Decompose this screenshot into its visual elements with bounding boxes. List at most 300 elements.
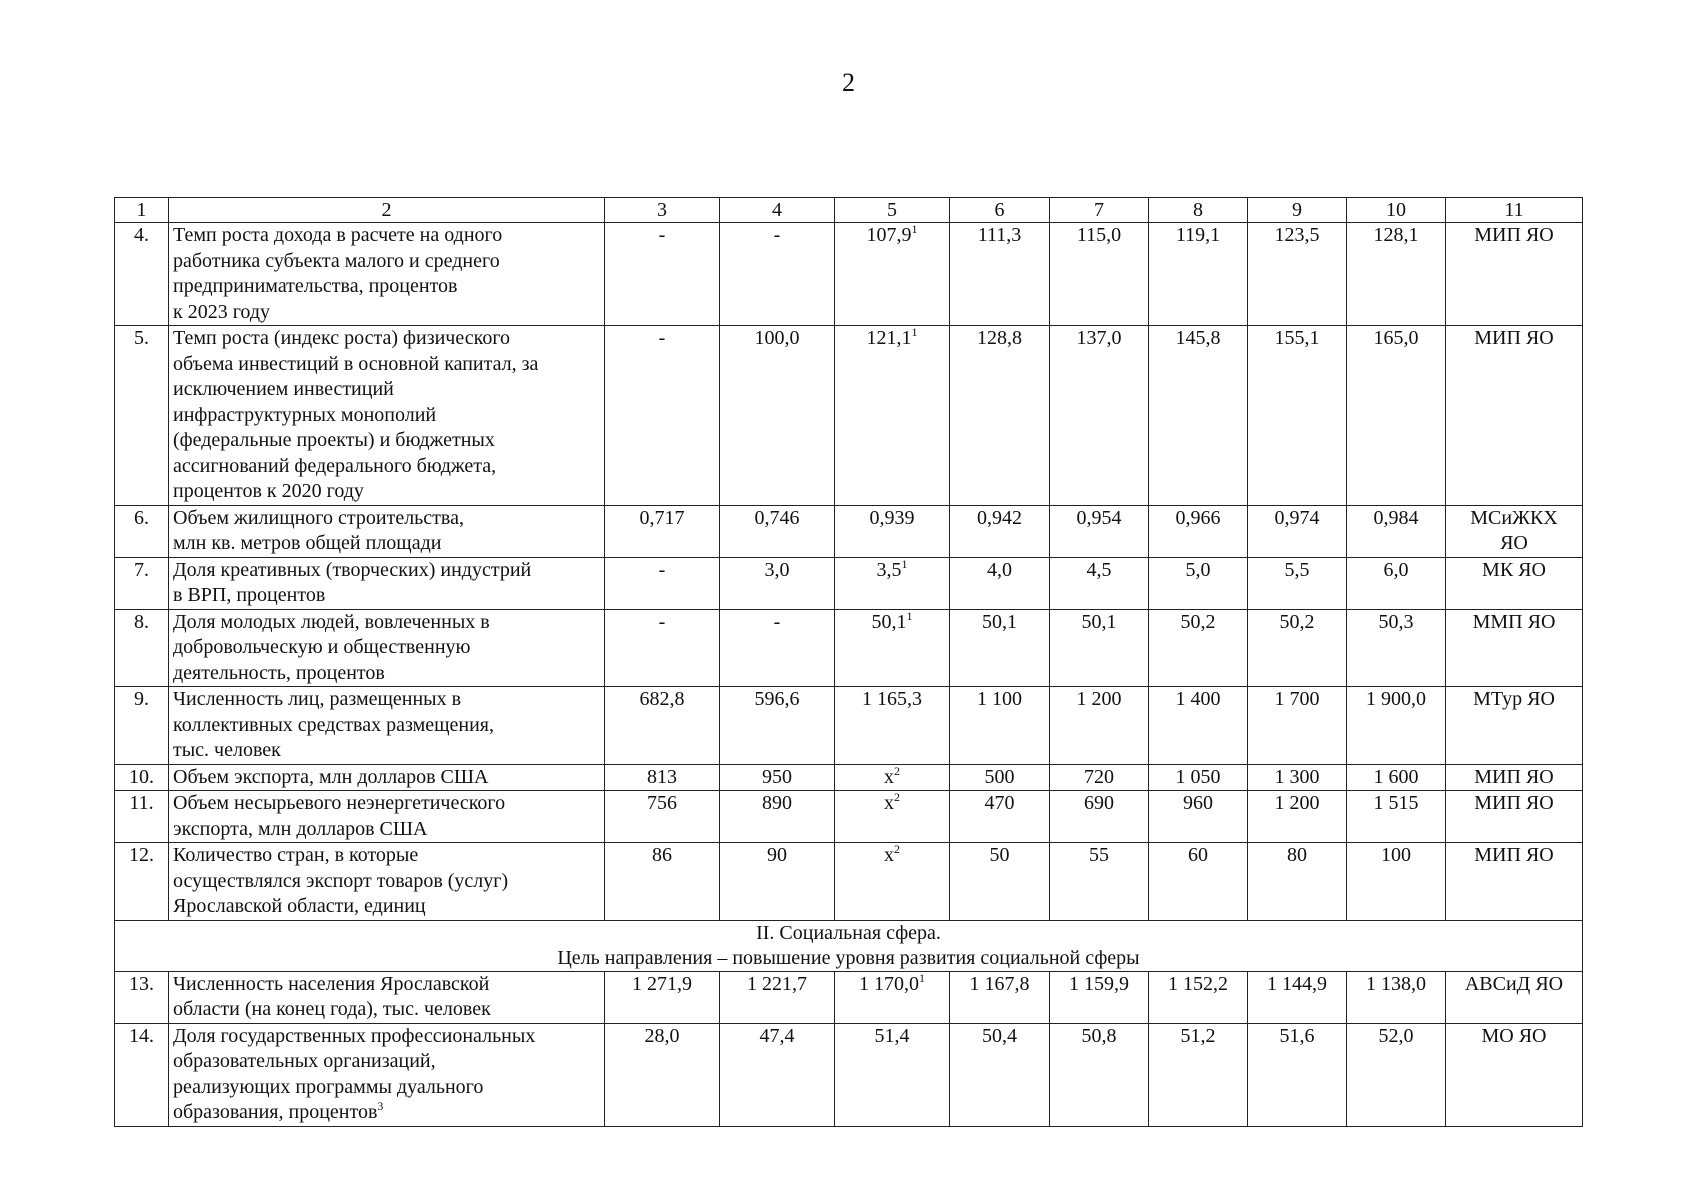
value-text: 500 xyxy=(984,765,1015,788)
responsible-org xyxy=(1446,1023,1583,1126)
value-text: 1 152,2 xyxy=(1168,972,1228,995)
value-cell xyxy=(1149,791,1248,843)
value-cell xyxy=(605,971,720,1023)
value-cell xyxy=(1347,1023,1446,1126)
value-text: 0,974 xyxy=(1274,506,1320,529)
indicator-name-line xyxy=(173,843,600,869)
value-text: 128,8 xyxy=(977,327,1022,349)
value-cell xyxy=(1149,971,1248,1023)
responsible-org xyxy=(1446,557,1583,609)
row-number: 5. xyxy=(115,326,169,506)
indicator-name xyxy=(169,223,605,326)
row-number: 4. xyxy=(115,223,169,326)
value-cell xyxy=(1050,687,1149,765)
column-header: 8 xyxy=(1149,198,1248,223)
column-header: 10 xyxy=(1347,198,1446,223)
value-cell xyxy=(720,687,835,765)
responsible-org-line: ММП ЯО xyxy=(1472,610,1556,633)
value-cell xyxy=(835,326,950,506)
indicator-name-line xyxy=(173,377,600,403)
indicator-name-text: объема инвестиций в основной капитал, за xyxy=(173,352,539,375)
column-header: 6 xyxy=(950,198,1050,223)
indicator-name-line xyxy=(173,894,600,920)
indicator-name-line xyxy=(173,479,600,505)
value-cell xyxy=(1149,764,1248,791)
value-text: 50,2 xyxy=(1279,610,1315,633)
value-text: 0,746 xyxy=(754,506,800,529)
value-text: - xyxy=(658,610,666,633)
value-cell xyxy=(605,764,720,791)
indicator-name-line xyxy=(173,428,600,454)
value-cell xyxy=(1347,326,1446,506)
indicator-name-text: исключением инвестиций xyxy=(173,378,394,400)
value-text: 50,8 xyxy=(1081,1024,1117,1047)
table-body xyxy=(115,223,1583,1127)
page-number: 2 xyxy=(842,68,855,97)
responsible-org xyxy=(1446,326,1583,506)
column-header: 5 xyxy=(835,198,950,223)
indicator-name-line xyxy=(173,352,600,378)
value-cell xyxy=(1347,843,1446,921)
value-text: 5,5 xyxy=(1284,558,1310,581)
value-cell xyxy=(605,687,720,765)
value-text: 1 144,9 xyxy=(1267,972,1327,995)
indicator-name-line xyxy=(173,1024,600,1050)
value-text: 50 xyxy=(989,844,1010,866)
value-cell xyxy=(605,791,720,843)
indicator-name-line xyxy=(173,635,600,661)
value-text: 115,0 xyxy=(1076,224,1122,246)
indicator-name-line xyxy=(173,817,600,843)
footnote-mark: 2 xyxy=(894,842,900,856)
indicator-name-line xyxy=(173,403,600,429)
value-cell xyxy=(1347,971,1446,1023)
value-cell xyxy=(835,791,950,843)
indicator-name-line xyxy=(173,791,600,817)
value-cell xyxy=(1050,223,1149,326)
value-text: x xyxy=(884,765,894,788)
value-text: 0,966 xyxy=(1175,506,1221,529)
table-row xyxy=(115,505,1583,557)
value-text: 50,4 xyxy=(982,1024,1017,1047)
value-cell xyxy=(1347,764,1446,791)
value-cell xyxy=(1149,687,1248,765)
responsible-org xyxy=(1446,223,1583,326)
value-text: - xyxy=(773,610,781,633)
table-row xyxy=(115,764,1583,791)
value-text: 51,4 xyxy=(874,1024,910,1047)
value-text: 100,0 xyxy=(754,327,800,349)
row-number: 8. xyxy=(115,609,169,687)
section-heading-line: Цель направления – повышение уровня развития социальной сферы xyxy=(557,946,1140,969)
value-cell xyxy=(720,609,835,687)
indicator-name xyxy=(169,791,605,843)
value-cell xyxy=(950,609,1050,687)
indicator-name-text: Ярославской области, единиц xyxy=(173,895,426,917)
indicator-name xyxy=(169,971,605,1023)
row-number: 11. xyxy=(115,791,169,843)
value-text: 50,1 xyxy=(1081,610,1117,633)
indicator-name-text: предпринимательства, процентов xyxy=(173,275,458,297)
value-cell xyxy=(605,843,720,921)
indicator-name-text: инфраструктурных монополий xyxy=(173,403,437,426)
value-text: 682,8 xyxy=(639,688,685,710)
indicator-name xyxy=(169,326,605,506)
footnote-mark: 2 xyxy=(894,763,900,778)
value-text: 1 170,0 xyxy=(859,972,919,995)
responsible-org xyxy=(1446,505,1583,557)
indicator-name-line xyxy=(173,610,600,636)
responsible-org-line: МИП ЯО xyxy=(1474,792,1554,814)
value-text: 55 xyxy=(1089,844,1109,866)
value-cell xyxy=(1149,505,1248,557)
indicator-name-text: деятельность, процентов xyxy=(173,661,385,684)
value-cell xyxy=(605,1023,720,1126)
value-text: 28,0 xyxy=(644,1024,680,1047)
value-text: 596,6 xyxy=(754,688,800,710)
value-text: 1 165,3 xyxy=(862,688,922,710)
responsible-org xyxy=(1446,843,1583,921)
column-header: 1 xyxy=(115,198,169,223)
value-cell xyxy=(835,609,950,687)
indicator-name-line xyxy=(173,531,600,557)
value-text: 145,8 xyxy=(1175,327,1221,349)
value-text: 4,5 xyxy=(1086,558,1112,581)
value-cell xyxy=(1050,326,1149,506)
value-text: 137,0 xyxy=(1076,327,1122,349)
value-text: 1 700 xyxy=(1274,688,1320,710)
indicator-name-text: Темп роста дохода в расчете на одного xyxy=(173,224,503,246)
value-text: 1 271,9 xyxy=(632,972,692,995)
footnote-mark: 1 xyxy=(911,222,918,236)
value-text: 0,984 xyxy=(1373,506,1419,529)
responsible-org-line: МИП ЯО xyxy=(1474,765,1554,788)
value-text: 720 xyxy=(1084,765,1114,788)
indicator-name-text: к 2023 году xyxy=(173,300,271,323)
indicator-name-text: Доля государственных профессиональных xyxy=(173,1024,536,1047)
value-cell xyxy=(1248,764,1347,791)
value-cell xyxy=(720,791,835,843)
indicator-name xyxy=(169,764,605,791)
value-text: 107,9 xyxy=(866,224,912,246)
value-cell xyxy=(720,557,835,609)
indicator-name-text: Объем экспорта, млн долларов США xyxy=(173,765,489,788)
value-cell xyxy=(720,326,835,506)
indicator-name-line xyxy=(173,738,600,764)
indicator-name-line xyxy=(173,869,600,895)
value-cell xyxy=(950,687,1050,765)
indicator-name-line xyxy=(173,972,600,998)
value-text: 1 400 xyxy=(1175,688,1221,710)
indicator-name-text: Количество стран, в которые xyxy=(173,844,419,866)
table-row xyxy=(115,1023,1583,1126)
value-text: 470 xyxy=(984,792,1015,814)
value-text: - xyxy=(658,224,666,246)
value-cell xyxy=(835,687,950,765)
row-number: 6. xyxy=(115,505,169,557)
value-cell xyxy=(1050,791,1149,843)
value-text: 50,1 xyxy=(871,610,907,633)
value-text: 50,2 xyxy=(1180,610,1216,633)
value-text: 890 xyxy=(762,792,792,814)
indicator-name-line xyxy=(173,997,600,1023)
value-text: 5,0 xyxy=(1185,558,1211,581)
indicator-name-text: работника субъекта малого и среднего xyxy=(173,249,500,272)
indicator-name-text: коллективных средствах размещения, xyxy=(173,713,495,736)
value-text: 47,4 xyxy=(759,1024,795,1047)
row-number: 7. xyxy=(115,557,169,609)
indicator-name-text: осуществлялся экспорт товаров (услуг) xyxy=(173,869,509,892)
responsible-org-line: ЯО xyxy=(1500,532,1528,554)
column-header: 3 xyxy=(605,198,720,223)
value-cell xyxy=(720,764,835,791)
table-row xyxy=(115,557,1583,609)
indicator-name-line xyxy=(173,713,600,739)
value-cell xyxy=(1248,326,1347,506)
footnote-mark: 3 xyxy=(377,1099,384,1113)
value-cell xyxy=(835,764,950,791)
value-text: 756 xyxy=(647,792,677,814)
value-text: 1 300 xyxy=(1274,765,1320,788)
value-text: 52,0 xyxy=(1378,1024,1414,1047)
header-row xyxy=(115,198,1583,223)
responsible-org-line: МИП ЯО xyxy=(1474,844,1554,866)
value-cell xyxy=(720,843,835,921)
value-text: 6,0 xyxy=(1383,558,1409,581)
table-row xyxy=(115,971,1583,1023)
table-row xyxy=(115,843,1583,921)
value-text: 950 xyxy=(762,765,792,788)
indicator-name-text: области (на конец года), тыс. человек xyxy=(173,998,491,1020)
indicator-name-text: добровольческую и общественную xyxy=(173,636,471,658)
row-number: 13. xyxy=(115,971,169,1023)
value-text: 51,2 xyxy=(1180,1024,1216,1047)
indicator-name-text: ассигнований федерального бюджета, xyxy=(173,454,497,477)
indicator-name-text: Темп роста (индекс роста) физического xyxy=(173,327,511,349)
indicator-name-line xyxy=(173,583,600,609)
value-text: 86 xyxy=(652,844,672,866)
value-cell xyxy=(835,223,950,326)
indicator-name-line xyxy=(173,223,600,249)
value-cell xyxy=(1347,223,1446,326)
row-number: 10. xyxy=(115,764,169,791)
value-text: 3,0 xyxy=(764,558,790,581)
indicators-table xyxy=(114,197,1583,1127)
value-cell xyxy=(720,1023,835,1126)
footnote-mark: 1 xyxy=(906,608,913,623)
value-text: - xyxy=(658,327,666,349)
value-text: 1 200 xyxy=(1274,792,1320,814)
indicator-name-line xyxy=(173,765,600,791)
indicator-name-line xyxy=(173,1075,600,1101)
value-cell xyxy=(835,557,950,609)
responsible-org-line: МИП ЯО xyxy=(1474,224,1554,246)
value-text: 1 100 xyxy=(977,688,1022,710)
indicator-name-text: (федеральные проекты) и бюджетных xyxy=(173,429,495,451)
section-heading-line: II. Социальная сфера. xyxy=(756,921,941,944)
value-cell xyxy=(1248,1023,1347,1126)
indicator-name xyxy=(169,609,605,687)
column-header: 11 xyxy=(1446,198,1583,223)
indicator-name-text: экспорта, млн долларов США xyxy=(173,817,428,840)
value-cell xyxy=(950,326,1050,506)
row-number: 14. xyxy=(115,1023,169,1126)
value-cell xyxy=(1248,791,1347,843)
value-text: x xyxy=(884,792,894,814)
responsible-org xyxy=(1446,764,1583,791)
value-text: - xyxy=(658,558,666,581)
value-cell xyxy=(1248,609,1347,687)
value-cell xyxy=(1347,557,1446,609)
responsible-org-line: АВСиД ЯО xyxy=(1464,972,1564,995)
value-text: 119,1 xyxy=(1175,224,1221,246)
value-text: 123,5 xyxy=(1274,224,1320,246)
value-text: 50,1 xyxy=(982,610,1017,633)
value-text: 111,3 xyxy=(977,224,1022,246)
value-text: 0,939 xyxy=(869,506,915,529)
row-number: 9. xyxy=(115,687,169,765)
value-text: 60 xyxy=(1188,844,1208,866)
value-text: 0,954 xyxy=(1076,506,1122,529)
indicator-name-text: Доля молодых людей, вовлеченных в xyxy=(173,610,490,633)
indicator-name-line xyxy=(173,300,600,326)
value-text: 1 900,0 xyxy=(1366,688,1426,710)
value-text: 3,5 xyxy=(876,558,902,581)
value-cell xyxy=(605,609,720,687)
table-row xyxy=(115,326,1583,506)
value-cell xyxy=(720,223,835,326)
value-text: 813 xyxy=(647,765,677,788)
value-text: 0,717 xyxy=(639,506,685,529)
indicator-name xyxy=(169,1023,605,1126)
value-cell xyxy=(950,971,1050,1023)
value-cell xyxy=(835,1023,950,1126)
value-cell xyxy=(605,557,720,609)
responsible-org-line: МТур ЯО xyxy=(1473,688,1555,710)
indicator-name-line xyxy=(173,249,600,275)
table-row xyxy=(115,791,1583,843)
value-cell xyxy=(1149,326,1248,506)
indicator-name-text: реализующих программы дуального xyxy=(173,1075,484,1098)
indicator-name xyxy=(169,505,605,557)
value-text: 4,0 xyxy=(987,558,1012,581)
indicator-name-line xyxy=(173,687,600,713)
value-cell xyxy=(1248,557,1347,609)
value-cell xyxy=(1050,843,1149,921)
value-cell xyxy=(720,971,835,1023)
value-cell xyxy=(1050,609,1149,687)
indicator-name-text: тыс. человек xyxy=(173,739,281,761)
value-cell xyxy=(1248,843,1347,921)
responsible-org xyxy=(1446,687,1583,765)
value-cell xyxy=(1149,843,1248,921)
footnote-mark: 1 xyxy=(919,970,925,985)
value-cell xyxy=(1248,505,1347,557)
value-text: 1 050 xyxy=(1175,765,1221,788)
indicator-name-line xyxy=(173,506,600,532)
value-cell xyxy=(605,223,720,326)
value-text: 1 167,8 xyxy=(969,972,1030,995)
indicator-name-line xyxy=(173,1100,600,1126)
value-cell xyxy=(1347,791,1446,843)
responsible-org-line: МСиЖКХ xyxy=(1470,506,1558,529)
value-cell xyxy=(1149,557,1248,609)
indicator-name-line xyxy=(173,274,600,300)
indicator-name xyxy=(169,557,605,609)
value-cell xyxy=(1050,1023,1149,1126)
responsible-org xyxy=(1446,609,1583,687)
value-cell xyxy=(1248,971,1347,1023)
value-cell xyxy=(605,505,720,557)
indicator-name-text: процентов к 2020 году xyxy=(173,480,364,502)
footnote-mark: 1 xyxy=(901,556,908,571)
indicator-name-text: Объем несырьевого неэнергетического xyxy=(173,792,506,814)
value-cell xyxy=(1050,505,1149,557)
value-text: - xyxy=(773,224,781,246)
indicator-name-text: образования, процентов xyxy=(173,1101,378,1123)
indicator-name-line xyxy=(173,454,600,480)
indicator-name-line xyxy=(173,326,600,352)
value-text: 155,1 xyxy=(1274,327,1320,349)
value-text: 51,6 xyxy=(1279,1024,1315,1047)
indicator-name-line xyxy=(173,661,600,687)
indicator-name-text: млн кв. метров общей площади xyxy=(173,532,442,554)
table-row xyxy=(115,609,1583,687)
value-text: 960 xyxy=(1183,792,1213,814)
value-cell xyxy=(1248,223,1347,326)
footnote-mark: 1 xyxy=(911,325,918,339)
section-heading xyxy=(115,920,1583,971)
value-cell xyxy=(950,505,1050,557)
indicator-name-text: Численность населения Ярославской xyxy=(173,972,490,995)
value-cell xyxy=(1149,223,1248,326)
value-text: 0,942 xyxy=(977,506,1022,529)
value-text: 1 221,7 xyxy=(747,972,807,995)
value-text: 1 159,9 xyxy=(1069,972,1129,995)
value-cell xyxy=(950,1023,1050,1126)
value-text: 128,1 xyxy=(1373,224,1419,246)
table-row xyxy=(115,223,1583,326)
value-text: 50,3 xyxy=(1378,610,1414,633)
value-cell xyxy=(1347,687,1446,765)
table-row xyxy=(115,687,1583,765)
column-header: 7 xyxy=(1050,198,1149,223)
value-cell xyxy=(950,791,1050,843)
value-text: 1 600 xyxy=(1373,765,1419,788)
value-cell xyxy=(1050,764,1149,791)
responsible-org-line: МК ЯО xyxy=(1482,558,1546,581)
value-text: 1 515 xyxy=(1373,792,1419,814)
indicator-name-text: Доля креативных (творческих) индустрий xyxy=(173,558,532,581)
value-cell xyxy=(1050,971,1149,1023)
value-cell xyxy=(1347,505,1446,557)
value-cell xyxy=(1149,1023,1248,1126)
value-text: 1 200 xyxy=(1076,688,1122,710)
row-number: 12. xyxy=(115,843,169,921)
responsible-org xyxy=(1446,791,1583,843)
indicator-name xyxy=(169,843,605,921)
responsible-org-line: МИП ЯО xyxy=(1474,327,1554,349)
footnote-mark: 2 xyxy=(894,790,900,804)
responsible-org-line: МО ЯО xyxy=(1481,1024,1547,1047)
indicator-name-line xyxy=(173,558,600,584)
value-cell xyxy=(950,223,1050,326)
value-cell xyxy=(950,557,1050,609)
value-text: x xyxy=(884,844,894,866)
value-cell xyxy=(1248,687,1347,765)
responsible-org xyxy=(1446,971,1583,1023)
value-text: 80 xyxy=(1287,844,1307,866)
